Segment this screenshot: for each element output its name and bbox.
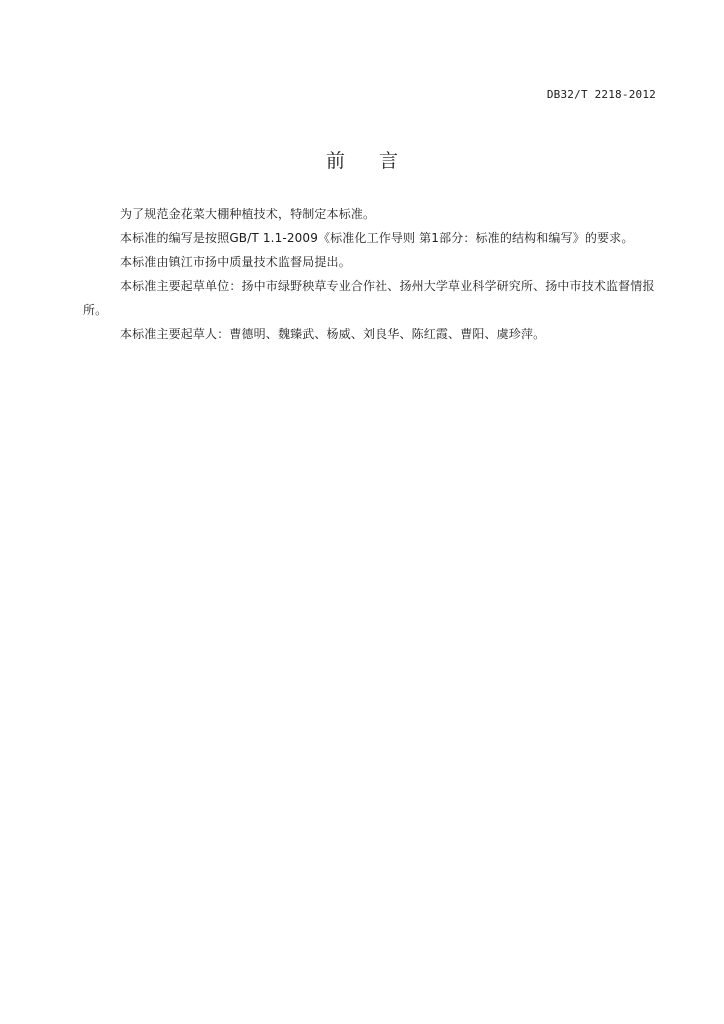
paragraph-purpose: 为了规范金花菜大棚种植技术，特制定本标准。 — [120, 207, 376, 221]
title-char-2: 言 — [379, 150, 399, 172]
paragraph-drafters: 本标准主要起草人：曹德明、魏臻武、杨威、刘良华、陈红霞、曹阳、虞珍萍。 — [120, 327, 546, 341]
foreword-body — [83, 202, 663, 346]
title-char-1: 前 — [325, 150, 345, 172]
paragraph-proposer: 本标准由镇江市扬中质量技术监督局提出。 — [120, 255, 351, 269]
paragraph-drafting-units: 本标准主要起草单位：扬中市绿野秧草专业合作社、扬州大学草业科学研究所、扬中市技术监督情报所。 — [83, 279, 655, 317]
page-title — [0, 146, 724, 173]
paragraph-drafting-rules: 本标准的编写是按照GB/T 1.1-2009《标准化工作导则 第1部分：标准的结构和编写》的要求。 — [120, 231, 634, 245]
standard-code: DB32/T 2218-2012 — [546, 88, 656, 101]
